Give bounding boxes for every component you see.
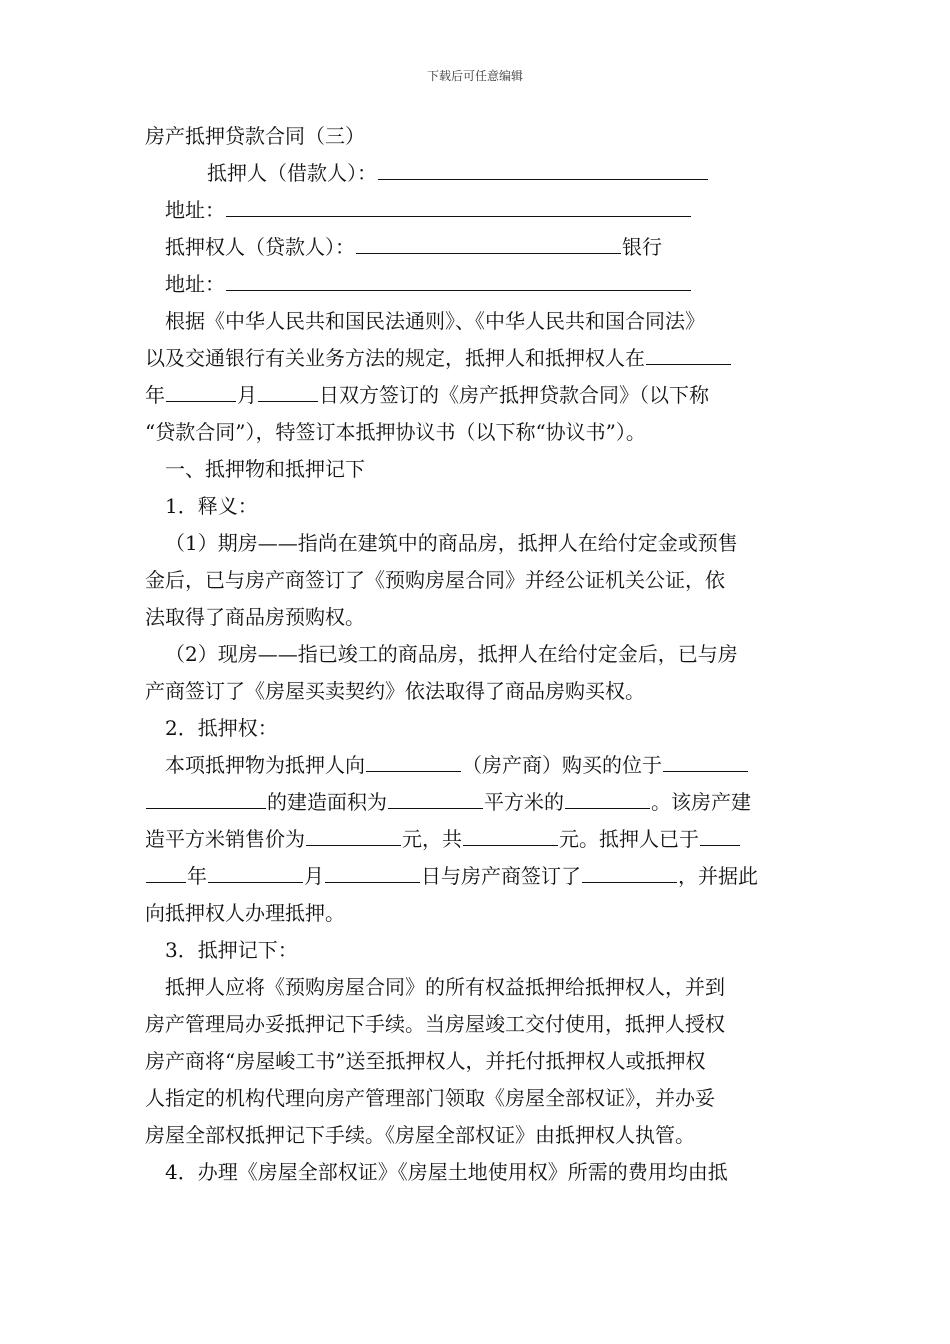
text-run: 月 — [237, 383, 257, 407]
paragraph-line: 向抵押权人办理抵押。 — [145, 901, 345, 925]
paragraph-line: 金后，已与房产商签订了《预购房屋合同》并经公证机关公证，依 — [145, 568, 725, 592]
text-run: 本项抵押物为抵押人向 — [165, 753, 365, 777]
paragraph-line: 房产管理局办妥抵押记下手续。当房屋竣工交付使用，抵押人授权 — [145, 1012, 725, 1036]
paragraph-line — [145, 821, 807, 858]
mortgagor-address-blank — [226, 192, 691, 217]
paragraph-line: 人指定的机构代理向房产管理部门领取《房屋全部权证》，并办妥 — [145, 1086, 715, 1110]
text-run: ，并据此 — [678, 864, 758, 888]
fill-blank — [700, 821, 740, 846]
paragraph-line: 房屋全部权抵押记下手续。《房屋全部权证》由抵押权人执管。 — [145, 1123, 695, 1147]
header-note: 下载后可任意编辑 — [426, 69, 523, 83]
date-blank — [646, 340, 731, 365]
subsection-heading: 3．抵押记下： — [165, 938, 298, 962]
date-blank — [258, 377, 318, 402]
paragraph-line — [145, 784, 807, 821]
fill-blank — [663, 747, 748, 772]
text-run: 。该房产建 — [651, 790, 751, 814]
mortgagee-blank — [356, 229, 621, 254]
mortgagee-line — [145, 229, 807, 266]
text-run: 元，共 — [402, 827, 462, 851]
paragraph-line — [145, 377, 807, 414]
mortgagee-suffix: 银行 — [622, 235, 662, 259]
paragraph-line: 4．办理《房屋全部权证》《房屋土地使用权》所需的费用均由抵 — [165, 1160, 728, 1184]
text-run: 的建造面积为 — [267, 790, 387, 814]
text-run: 平方米的 — [484, 790, 564, 814]
text-run: 元。抵押人已于 — [559, 827, 699, 851]
mortgagor-label: 抵押人（借款人）： — [207, 161, 377, 185]
paragraph-line: 根据《中华人民共和国民法通则》、《中华人民共和国合同法》 — [165, 309, 705, 333]
fill-blank — [146, 858, 186, 883]
text-run: （房产商）购买的位于 — [462, 753, 662, 777]
document-title: 房产抵押贷款合同（三） — [145, 124, 365, 148]
text-run: 日双方签订的《房产抵押贷款合同》（以下称 — [319, 383, 709, 407]
fill-blank — [146, 784, 266, 809]
paragraph-line: （2）现房——指已竣工的商品房，抵押人在给付定金后，已与房 — [165, 642, 738, 666]
date-blank — [166, 377, 236, 402]
subsection-heading: 2．抵押权： — [165, 716, 278, 740]
fill-blank — [582, 858, 677, 883]
fill-blank — [325, 858, 420, 883]
text-run: 年 — [145, 383, 165, 407]
text-run: 月 — [304, 864, 324, 888]
paragraph-line: “贷款合同”），特签订本抵押协议书（以下称“协议书”）。 — [145, 420, 646, 444]
paragraph-line: 抵押人应将《预购房屋合同》的所有权益抵押给抵押权人，并到 — [165, 975, 725, 999]
paragraph-line — [145, 747, 807, 784]
text-run: 年 — [187, 864, 207, 888]
fill-blank — [565, 784, 650, 809]
mortgagor-line — [145, 155, 807, 192]
paragraph-line — [145, 858, 807, 895]
fill-blank — [388, 784, 483, 809]
paragraph-line: 产商签订了《房屋买卖契约》依法取得了商品房购买权。 — [145, 679, 645, 703]
paragraph-line: 法取得了商品房预购权。 — [145, 605, 365, 629]
mortgagor-address-line — [145, 192, 807, 229]
document-body — [145, 118, 807, 1191]
mortgagee-label: 抵押权人（贷款人）： — [165, 235, 355, 259]
section-heading: 一、抵押物和抵押记下 — [165, 457, 365, 481]
fill-blank — [463, 821, 558, 846]
fill-blank — [306, 821, 401, 846]
paragraph-line — [145, 340, 807, 377]
subsection-heading: 1．释义： — [165, 494, 258, 518]
paragraph-line: 房产商将“房屋峻工书”送至抵押权人，并托付抵押权人或抵押权 — [145, 1049, 706, 1073]
address-label: 地址： — [165, 198, 225, 222]
text-run: 造平方米销售价为 — [145, 827, 305, 851]
fill-blank — [208, 858, 303, 883]
text-run: 以及交通银行有关业务方法的规定，抵押人和抵押权人在 — [145, 346, 645, 370]
paragraph-line: （1）期房——指尚在建筑中的商品房，抵押人在给付定金或预售 — [165, 531, 738, 555]
fill-blank — [366, 747, 461, 772]
mortgagor-blank — [378, 155, 708, 180]
mortgagee-address-blank — [226, 266, 691, 291]
text-run: 日与房产商签订了 — [421, 864, 581, 888]
address-label: 地址： — [165, 272, 225, 296]
mortgagee-address-line — [145, 266, 807, 303]
